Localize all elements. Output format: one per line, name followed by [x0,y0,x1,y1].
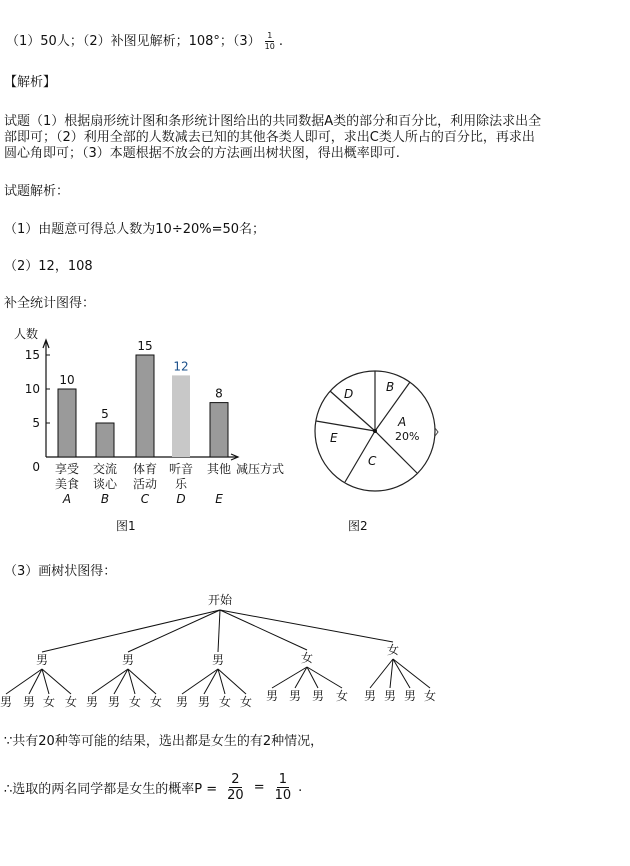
answer-text: （1）50人；（2）补图见解析；108°；（3） [6,34,261,49]
step-1: （1）由题意可得总人数为10÷20%=50名； [4,222,266,237]
tree-branch [393,659,410,688]
tree-node-level2: 女 [239,695,253,709]
bar-chart [0,320,300,540]
tree-branch [6,669,42,694]
tree-branch [29,669,42,694]
tree-branch [220,610,307,650]
y-tick-label: 5 [32,416,40,430]
x-tick-label: 美食 [54,477,80,491]
answer-frac-den: 10 [264,42,275,51]
prob-f2-num: 1 [278,772,287,787]
tree-node-level2: 女 [64,695,78,709]
tree-node-level2: 男 [288,689,302,703]
tree-diagram [0,590,630,720]
x-tick-label: 听音 [168,462,194,476]
analysis-line-3: 圆心角即可；（3）本题根据不放会的方法画出树状图，得出概率即可. [4,146,400,161]
analysis-line-2: 部即可；（2）利用全部的人数减去已知的其他各类人即可，求出C类人所占的百分比，再求出 [4,130,535,145]
bar-d [172,375,190,457]
tree-branch [114,669,128,694]
tree-node-level2: 男 [265,689,279,703]
bar-value-label: 15 [137,339,153,353]
tree-node-level2: 男 [363,689,377,703]
y-axis-label: 人数 [14,327,39,341]
pie-label-c: C [368,454,377,468]
step-2b: 补全统计图得： [4,296,96,311]
tree-node-level2: 男 [0,695,13,709]
tree-branch [204,669,218,694]
bar-b [96,423,114,457]
tree-branch [42,610,220,652]
bar-c [136,355,154,457]
pie-label-b: B [386,380,395,394]
tree-branch [128,610,220,652]
answer-tail: . [278,34,283,49]
section-title: 【解析】 [4,75,57,90]
pie-label-a: A [398,415,407,429]
answer-frac-num: 1 [267,31,273,40]
tree-node-level1: 男 [211,653,225,667]
bar-value-label: 10 [59,373,75,387]
tree-branch [128,669,156,694]
tree-node-level2: 男 [85,695,99,709]
x-tick-label: 活动 [132,477,158,491]
tree-node-level1: 男 [35,653,49,667]
conclusion-2 [4,773,302,802]
bar-value-label: 5 [101,407,109,421]
tree-node-level2: 男 [311,689,325,703]
pie-label-a-percent: 20% [395,430,420,443]
tree-branch [220,610,393,642]
prob-equals: = [253,780,265,795]
step-3: （3）画树状图得： [4,564,117,579]
x-tick-label: 乐 [174,477,188,491]
tree-node-level2: 男 [22,695,36,709]
analysis-line-1: 试题（1）根据扇形统计图和条形统计图给出的共同数据A类的部分和百分比，利用除法求出全 [4,114,542,129]
chart-caption: 图1 [116,519,136,533]
solution-title: 试题解析： [4,184,70,199]
tree-branch [218,610,220,652]
tree-branch [42,669,71,694]
x-tick-label: 享受 [54,462,80,476]
prob-fraction-1 [225,773,246,802]
tree-branch [42,669,49,694]
tree-branch [182,669,218,694]
prob-f2-den: 10 [274,788,292,803]
answer-line [6,30,283,51]
x-tick-code: E [215,492,223,506]
tree-node-level2: 女 [42,695,56,709]
step-2: （2）12，108 [4,259,93,274]
tree-node-level2: 男 [175,695,189,709]
x-tick-code: D [176,492,186,506]
bar-a [58,389,76,457]
bar-e [210,403,228,457]
answer-fraction [263,32,277,51]
y-tick-label: 15 [24,348,40,362]
pie-center [373,429,377,433]
tree-node-level1: 女 [386,643,400,657]
y-tick-label: 0 [32,460,40,474]
x-tick-code: A [62,492,72,506]
tree-node-level2: 男 [107,695,121,709]
x-tick-label: 其他 [206,462,232,476]
x-tick-code: C [140,492,150,506]
tree-node-level2: 女 [218,695,232,709]
y-tick-label: 10 [24,382,40,396]
x-tick-label: 交流 [92,462,118,476]
pie-chart [300,320,460,540]
tree-branch [390,659,393,688]
tree-node-level2: 女 [149,695,163,709]
pie-caption: 图2 [348,519,368,533]
prob-f1-num: 2 [231,772,240,787]
tree-node-level2: 女 [335,689,349,703]
tree-node-level2: 女 [423,689,437,703]
tree-branch [272,667,307,688]
bar-value-label: 12 [173,359,189,374]
tree-root: 开始 [207,593,233,607]
tree-node-level2: 男 [403,689,417,703]
conclusion-1: ∵共有20种等可能的结果，选出都是女生的有2种情况， [4,734,324,749]
x-tick-label: 体育 [132,462,158,476]
tree-branch [92,669,128,694]
tree-node-level1: 女 [300,651,314,665]
tree-node-level2: 女 [128,695,142,709]
prob-f1-den: 20 [227,788,244,803]
x-axis-label: 减压方式 [236,462,285,476]
pie-label-e: E [330,431,338,445]
prob-fraction-2 [273,773,294,802]
x-tick-label: 谈心 [92,477,118,491]
tree-node-level2: 男 [197,695,211,709]
prob-tail: . [298,780,303,795]
tree-node-level1: 男 [121,653,135,667]
x-tick-code: B [100,492,110,506]
conclusion-prefix: ∴选取的两名同学都是女生的概率P = [4,782,218,797]
tree-branch [218,669,246,694]
tree-node-level2: 男 [383,689,397,703]
tree-branch [393,659,430,688]
bar-value-label: 8 [215,386,223,401]
pie-label-d: D [344,387,354,401]
tree-branch [370,659,393,688]
